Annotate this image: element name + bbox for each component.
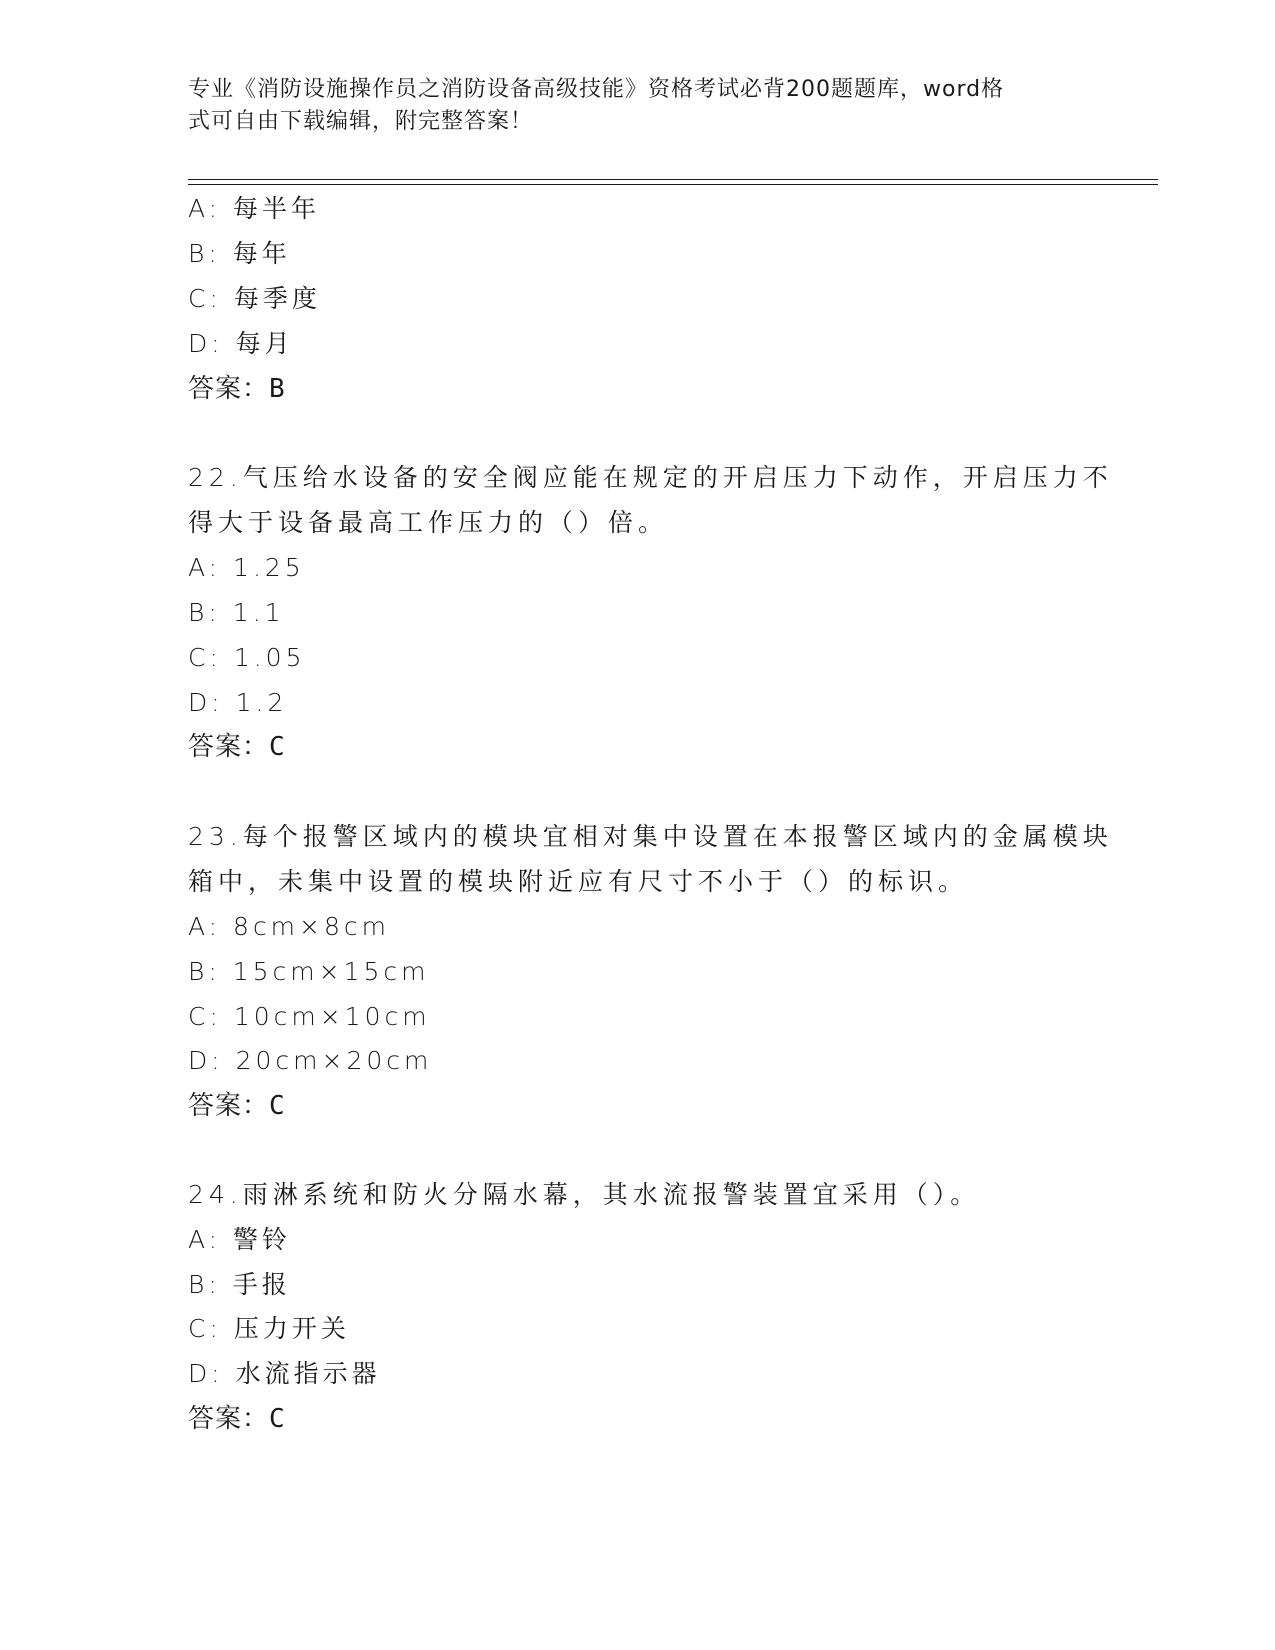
question-text: 24.雨淋系统和防火分隔水幕，其水流报警装置宜采用（）。 bbox=[188, 1180, 981, 1209]
option-a: A: 警铃 bbox=[188, 1225, 292, 1254]
option-d: D: 每月 bbox=[188, 329, 294, 358]
option-a: A: 1.25 bbox=[188, 553, 305, 582]
question-text: 23.每个报警区域内的模块宜相对集中设置在本报警区域内的金属模块 bbox=[188, 822, 1113, 851]
option-c: C: 1.05 bbox=[188, 643, 306, 672]
option-d: D: 20cm×20cm bbox=[188, 1046, 433, 1075]
option-b: B: 每年 bbox=[188, 239, 291, 268]
question-text-continued: 箱中，未集中设置的模块附近应有尺寸不小于（）的标识。 bbox=[188, 867, 969, 896]
option-d: D: 水流指示器 bbox=[188, 1359, 381, 1388]
option-c: C: 10cm×10cm bbox=[188, 1002, 431, 1031]
option-b: B: 15cm×15cm bbox=[188, 957, 430, 986]
option-b: B: 1.1 bbox=[188, 598, 285, 627]
question-text: 22.气压给水设备的安全阀应能在规定的开启压力下动作，开启压力不 bbox=[188, 463, 1113, 492]
header-divider-bottom bbox=[188, 184, 1158, 185]
header-line-1: 专业《消防设施操作员之消防设备高级技能》资格考试必背200题题库，word格 bbox=[188, 77, 1005, 102]
option-d: D: 1.2 bbox=[188, 688, 288, 717]
option-b: B: 手报 bbox=[188, 1270, 291, 1299]
option-c: C: 压力开关 bbox=[188, 1314, 350, 1343]
option-c: C: 每季度 bbox=[188, 284, 321, 313]
header-line-2: 式可自由下载编辑，附完整答案！ bbox=[188, 109, 534, 134]
question-text-continued: 得大于设备最高工作压力的（）倍。 bbox=[188, 508, 669, 537]
option-a: A: 8cm×8cm bbox=[188, 912, 390, 941]
answer-label: 答案：B bbox=[188, 374, 286, 404]
document-header bbox=[188, 74, 1068, 138]
answer-label: 答案：C bbox=[188, 1404, 286, 1434]
answer-label: 答案：C bbox=[188, 1091, 286, 1121]
answer-label: 答案：C bbox=[188, 732, 286, 762]
header-divider-top bbox=[188, 179, 1158, 180]
option-a: A: 每半年 bbox=[188, 194, 321, 223]
